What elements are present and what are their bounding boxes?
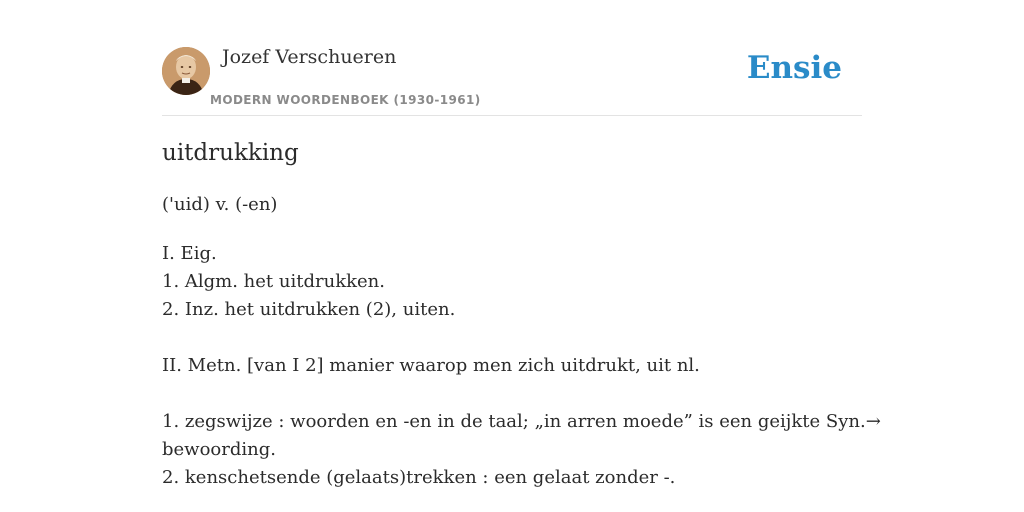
entry-body	[162, 240, 881, 492]
entry-grammar: ('uid) v. (-en)	[162, 194, 278, 215]
entry-line: 2. kenschetsende (gelaats)trekken : een gelaat zonder -.	[162, 467, 676, 488]
author-avatar[interactable]	[162, 47, 210, 95]
source-label[interactable]: MODERN WOORDENBOEK (1930-1961)	[210, 93, 481, 107]
author-name[interactable]: Jozef Verschueren	[222, 46, 397, 68]
entry-headword: uitdrukking	[162, 140, 299, 166]
entry-line: 1. Algm. het uitdrukken.	[162, 271, 385, 292]
page	[162, 0, 881, 512]
entry-line: bewoording.	[162, 439, 276, 460]
entry-line: I. Eig.	[162, 243, 217, 264]
entry-spacer	[162, 380, 862, 408]
entry-line: 2. Inz. het uitdrukken (2), uiten.	[162, 299, 456, 320]
entry-line: 1. zegswijze : woorden en -en in de taal; „in arren moede” is een geijkte Syn.→	[162, 411, 881, 432]
entry-line: II. Metn. [van I 2] manier waarop men zich uitdrukt, uit nl.	[162, 355, 700, 376]
author-portrait-icon	[162, 47, 210, 95]
header	[162, 0, 862, 116]
brand-logo[interactable]: Ensie	[746, 50, 842, 86]
entry-spacer	[162, 324, 862, 352]
